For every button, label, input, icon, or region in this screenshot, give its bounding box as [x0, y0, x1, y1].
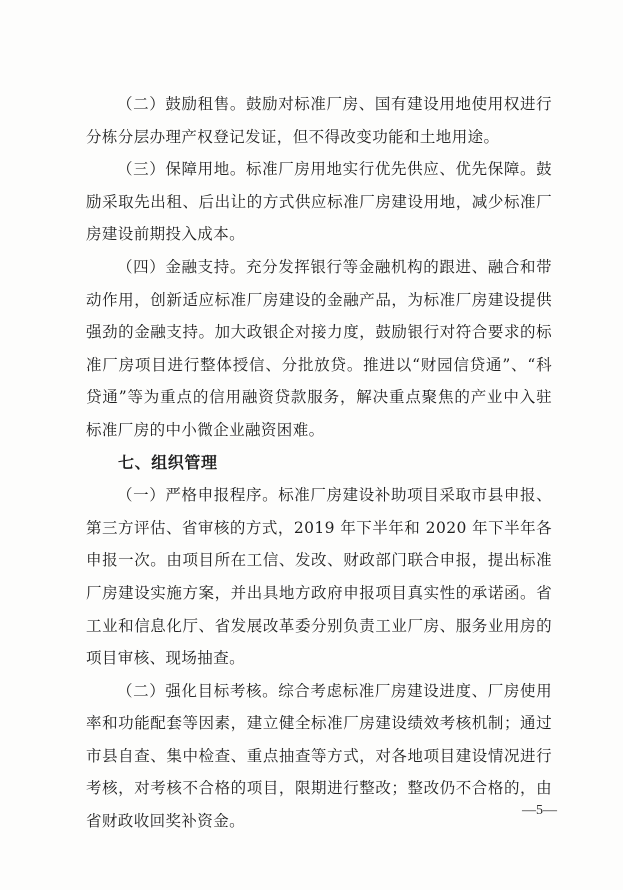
page-number: —5—: [522, 803, 557, 818]
paragraph-application-procedure: （一）严格申报程序。标准厂房建设补助项目采取市县申报、第三方评估、省审核的方式，2019 年下半年和 2020 年下半年各申报一次。由项目所在工信、发改、财政部门联合申报，提出标准厂房建设实施方案，并出具地方政府申报项目真实性的承诺函。省工业和信息化厅、省发展改革委分别负责工业厂房、服务业用房的项目审核、现场抽查。: [86, 486, 552, 668]
paragraph-financial-support: （四）金融支持。充分发挥银行等金融机构的跟进、融合和带动作用，创新适应标准厂房建设的金融产品，为标准厂房建设提供强劲的金融支持。加大政银企对接力度，鼓励银行对符合要求的标准厂房项目进行整体授信、分批放贷。推进以“财园信贷通”、“科贷通”等为重点的信用融资贷款服务，解决重点聚焦的产业中入驻标准厂房的中小微企业融资困难。: [86, 257, 552, 439]
paragraph-land-guarantee: （三）保障用地。标准厂房用地实行优先供应、优先保障。鼓励采取先出租、后出让的方式供应标准厂房建设用地，减少标准厂房建设前期投入成本。: [86, 160, 552, 244]
paragraph-encourage-rent-sale: （二）鼓励租售。鼓励对标准厂房、国有建设用地使用权进行分栋分层办理产权登记发证，但不得改变功能和土地用途。: [86, 95, 552, 146]
paragraph-target-assessment: （二）强化目标考核。综合考虑标准厂房建设进度、厂房使用率和功能配套等因素，建立健全标准厂房建设绩效考核机制；通过市县自查、集中检查、重点抽查等方式，对各地项目建设情况进行考核，对考核不合格的项目，限期进行整改；整改仍不合格的，由省财政收回奖补资金。: [86, 681, 552, 831]
document-body: [86, 88, 552, 838]
section-heading: 七、组织管理: [118, 452, 218, 472]
